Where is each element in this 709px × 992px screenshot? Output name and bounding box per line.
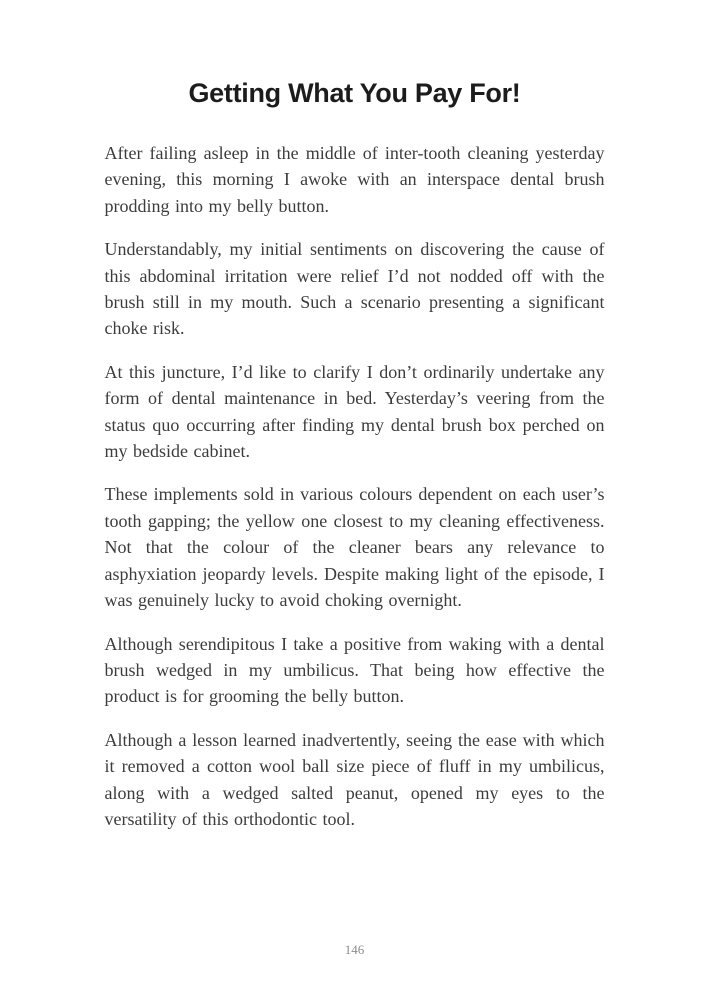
page-title: Getting What You Pay For! [188, 78, 521, 108]
paragraph: Understandably, my initial sentiments on discovering the cause of this abdominal irritation were relief I’d not nodded off with the brush still in my mouth. Such a scenario presenting a significant choke risk. [104, 239, 605, 339]
page-number: 146 [344, 942, 365, 957]
paragraph: These implements sold in various colours dependent on each user’s tooth gapping; the yellow one closest to my cleaning effectiveness. Not that the colour of the cleaner bears any relevance to asphyxiation jeopardy levels. Despite making light of the episode, I was genuinely lucky to avoid choking overnight. [104, 484, 605, 611]
paragraph: After failing asleep in the middle of inter-tooth cleaning yesterday evening, this morning I awoke with an interspace dental brush prodding into my belly button. [104, 143, 605, 216]
paragraph: Although a lesson learned inadvertently, seeing the ease with which it removed a cotton wool ball size piece of fluff in my umbilicus, along with a wedged salted peanut, opened my eyes to the versatility of this orthodontic tool. [104, 729, 605, 829]
paragraph: Although serendipitous I take a positive from waking with a dental brush wedged in my umbilicus. That being how effective the product is for grooming the belly button. [104, 633, 605, 707]
article-body [105, 140, 605, 832]
paragraph: At this juncture, I’d like to clarify I don’t ordinarily undertake any form of dental maintenance in bed. Yesterday’s veering from the status quo occurring after finding my dental brush box perched on my bedside cabinet. [104, 361, 605, 462]
